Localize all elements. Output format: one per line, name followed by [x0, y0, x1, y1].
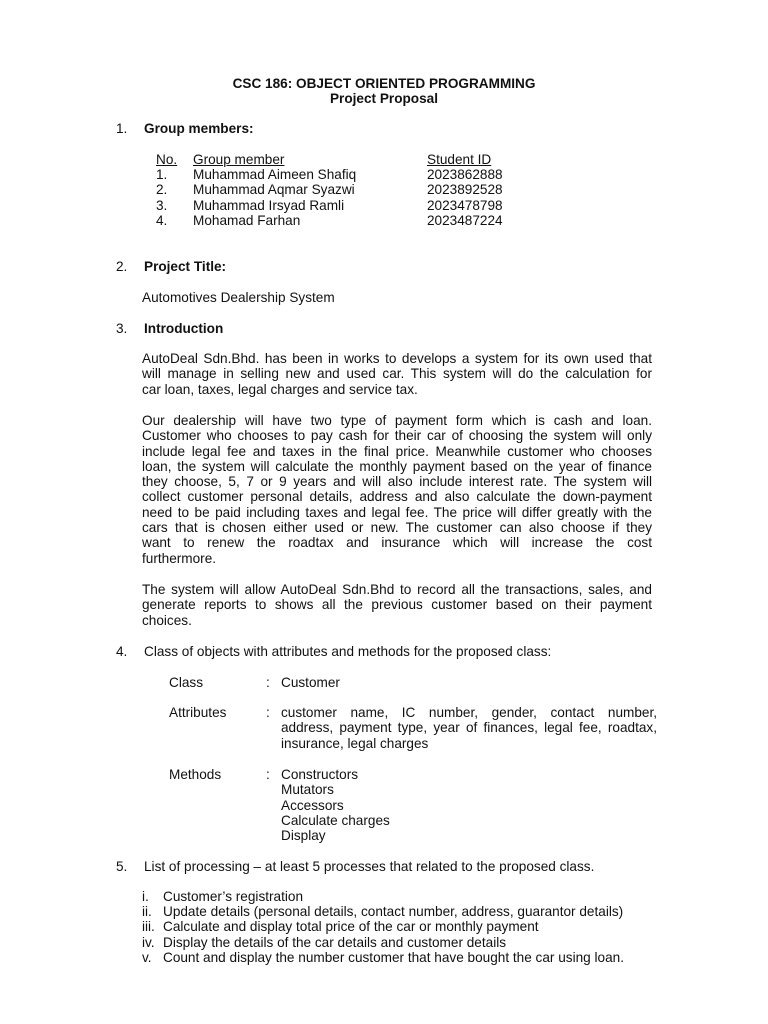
list-item-numeral: iv. — [142, 935, 155, 950]
document-subtitle: Project Proposal — [329, 91, 439, 106]
paragraph-line: The system will allow AutoDeal Sdn.Bhd to record all the transactions, sales, and — [142, 582, 652, 597]
member-id: 2023892528 — [427, 182, 503, 197]
paragraph-line: collect customer personal details, address and also calculate the down-payment — [142, 489, 652, 505]
list-item-numeral: v. — [142, 950, 152, 965]
attributes-line: address, payment type, year of finances, legal fee, roadtax, — [281, 720, 657, 736]
section-5-number: 5. — [116, 859, 128, 874]
paragraph-line: car loan, taxes, legal charges and service tax. — [142, 381, 418, 397]
section-4-number: 4. — [116, 644, 128, 659]
paragraph-line: AutoDeal Sdn.Bhd. has been in works to develops a system for its own used that — [142, 351, 652, 366]
column-header-member: Group member — [193, 152, 285, 167]
list-item-text: Calculate and display total price of the car or monthly payment — [163, 919, 539, 934]
list-item-numeral: ii. — [142, 904, 152, 919]
section-4-heading: Class of objects with attributes and methods for the proposed class: — [144, 644, 552, 659]
member-no: 4. — [156, 213, 168, 228]
list-item-text: Count and display the number customer that have bought the car using loan. — [163, 950, 624, 965]
list-item-numeral: iii. — [142, 919, 155, 934]
section-5-heading: List of processing – at least 5 processes that related to the proposed class. — [144, 859, 595, 874]
member-name: Muhammad Aqmar Syazwi — [193, 182, 355, 197]
paragraph-line: cars that is chosen either used or new. The customer can also choose if they — [142, 520, 652, 536]
paragraph-line: they choose, 5, 7 or 9 years and will also include interest rate. The system will — [142, 474, 652, 490]
member-name: Muhammad Irsyad Ramli — [193, 198, 345, 213]
section-3-number: 3. — [116, 321, 128, 336]
methods-label: Methods — [169, 767, 222, 782]
member-no: 2. — [156, 182, 168, 197]
column-header-no: No. — [156, 152, 178, 167]
paragraph-line: loan, the system will calculate the monthly payment based on the year of finance — [142, 458, 652, 474]
list-item-text: Customer’s registration — [163, 889, 304, 904]
paragraph-line: need to be paid including taxes and legal fee. The price will differ greatly with the — [142, 504, 652, 520]
class-colon: : — [266, 675, 270, 690]
method-item: Constructors — [281, 767, 359, 782]
project-title: Automotives Dealership System — [142, 290, 335, 305]
class-label: Class — [169, 675, 203, 690]
section-1-heading: Group members: — [144, 121, 254, 136]
methods-colon: : — [266, 767, 270, 782]
section-2-heading: Project Title: — [144, 259, 227, 274]
class-value: Customer — [281, 675, 340, 690]
intro-paragraph-1 — [142, 351, 652, 397]
paragraph-line: want to renew the roadtax and insurance which will increase the cost — [142, 535, 652, 551]
paragraph-line: will manage in selling new and used car. This system will do the calculation for — [142, 366, 652, 382]
section-3-heading: Introduction — [144, 321, 224, 336]
method-item: Accessors — [281, 797, 344, 813]
member-name: Mohamad Farhan — [193, 213, 301, 228]
paragraph-line: Our dealership will have two type of payment form which is cash and loan. — [142, 413, 652, 428]
attributes-line: insurance, legal charges — [281, 735, 429, 751]
member-name: Muhammad Aimeen Shafiq — [193, 167, 357, 182]
section-2-number: 2. — [116, 259, 128, 274]
attributes-value — [281, 705, 657, 751]
member-id: 2023862888 — [427, 167, 503, 182]
method-item: Display — [281, 828, 326, 844]
attributes-label: Attributes — [169, 705, 227, 720]
list-item-numeral: i. — [142, 889, 149, 904]
intro-paragraph-3 — [142, 582, 652, 628]
member-no: 3. — [156, 198, 168, 213]
list-item-text: Update details (personal details, contact number, address, guarantor details) — [163, 904, 624, 919]
paragraph-line: generate reports to shows all the previous customer based on their payment — [142, 597, 652, 613]
member-no: 1. — [156, 167, 168, 182]
column-header-student-id: Student ID — [427, 152, 492, 167]
member-id: 2023478798 — [427, 198, 503, 213]
paragraph-line: furthermore. — [142, 550, 217, 566]
list-item-text: Display the details of the car details and customer details — [163, 935, 507, 950]
method-item: Calculate charges — [281, 812, 390, 828]
attributes-line: customer name, IC number, gender, contact number, — [281, 705, 657, 720]
intro-paragraph-2 — [142, 413, 652, 566]
method-item: Mutators — [281, 782, 334, 798]
paragraph-line: choices. — [142, 612, 192, 628]
member-id: 2023487224 — [427, 213, 503, 228]
section-1-number: 1. — [116, 121, 128, 136]
methods-list — [281, 767, 390, 843]
attributes-colon: : — [266, 705, 270, 720]
paragraph-line: Customer who chooses to pay cash for their car of choosing the system will only — [142, 428, 652, 444]
document-title: CSC 186: OBJECT ORIENTED PROGRAMMING — [232, 76, 536, 91]
paragraph-line: include legal fee and taxes in the final price. Meanwhile customer who chooses — [142, 443, 652, 459]
